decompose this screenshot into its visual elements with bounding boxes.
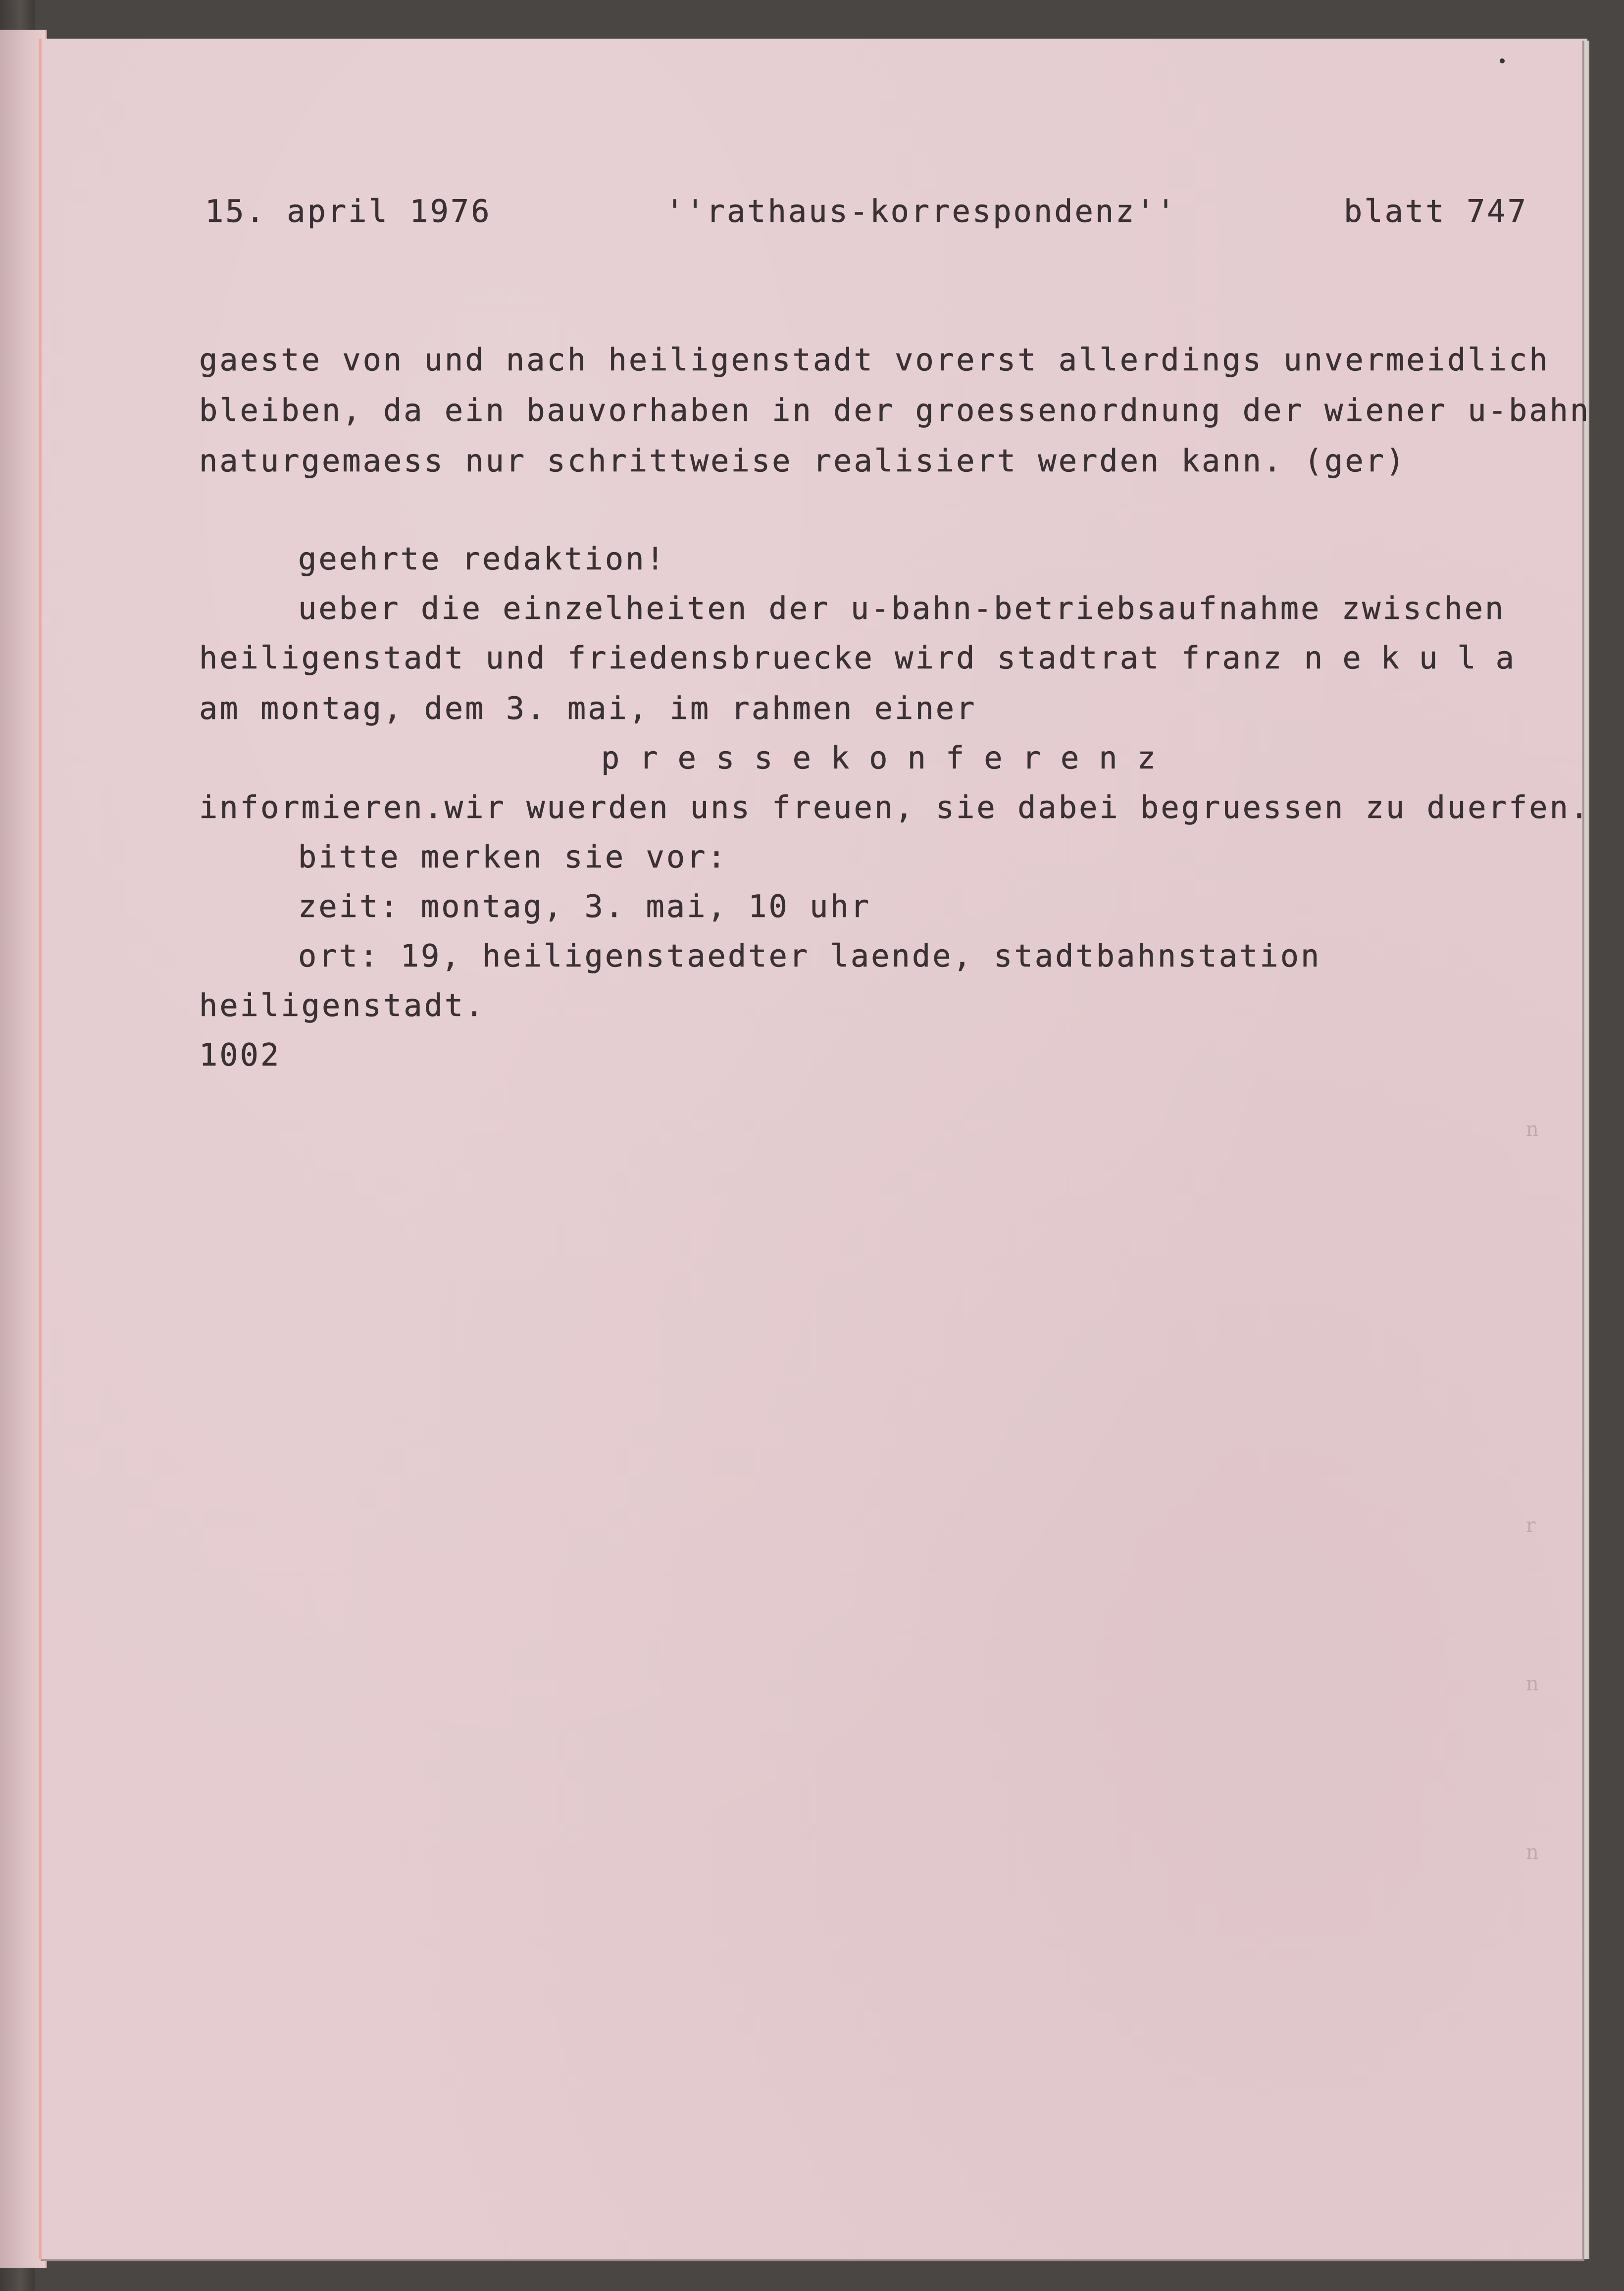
header-title: ''rathaus-korrespondenz'' [665,193,1177,229]
salutation: geehrte redaktion! [298,541,666,577]
paragraph-line-1: gaeste von und nach heiligenstadt vorerst allerdings unvermeidlich [199,342,1550,378]
intro-line-1: ueber die einzelheiten der u-bahn-betriebsaufnahme zwischen [298,590,1506,626]
intro-line-3: am montag, dem 3. mai, im rahmen einer [199,690,977,726]
paragraph-line-2: bleiben, da ein bauvorhaben in der groessenordnung der wiener u-bahn [199,392,1591,428]
intro-line-2: heiligenstadt und friedensbruecke wird stadtrat franz [199,640,1284,676]
header-page-number: blatt 747 [1344,193,1528,229]
header-date: 15. april 1976 [205,193,492,229]
document-code: 1002 [199,1037,281,1073]
speaker-name-spaced: nekula [1304,640,1534,676]
sheet-right-edge [1582,41,1589,2259]
document-page [39,39,1591,2259]
time-line: zeit: montag, 3. mai, 10 uhr [298,888,871,924]
place-line-2: heiligenstadt. [199,987,486,1023]
margin-mark: r [1526,1514,1536,1537]
event-title-spaced: pressekonferenz [601,740,1175,776]
margin-mark: n [1526,1841,1539,1864]
reminder-line: bitte merken sie vor: [298,839,728,875]
intro-line-4: informieren.wir wuerden uns freuen, sie dabei begruessen zu duerfen. [199,789,1591,825]
paragraph-line-3: naturgemaess nur schrittweise realisiert werden kann. (ger) [199,443,1407,479]
margin-mark: n [1526,1673,1539,1695]
margin-mark: n [1526,1118,1539,1141]
ink-dot [1500,58,1505,63]
place-line-1: ort: 19, heiligenstaedter laende, stadtbahnstation [298,938,1321,974]
